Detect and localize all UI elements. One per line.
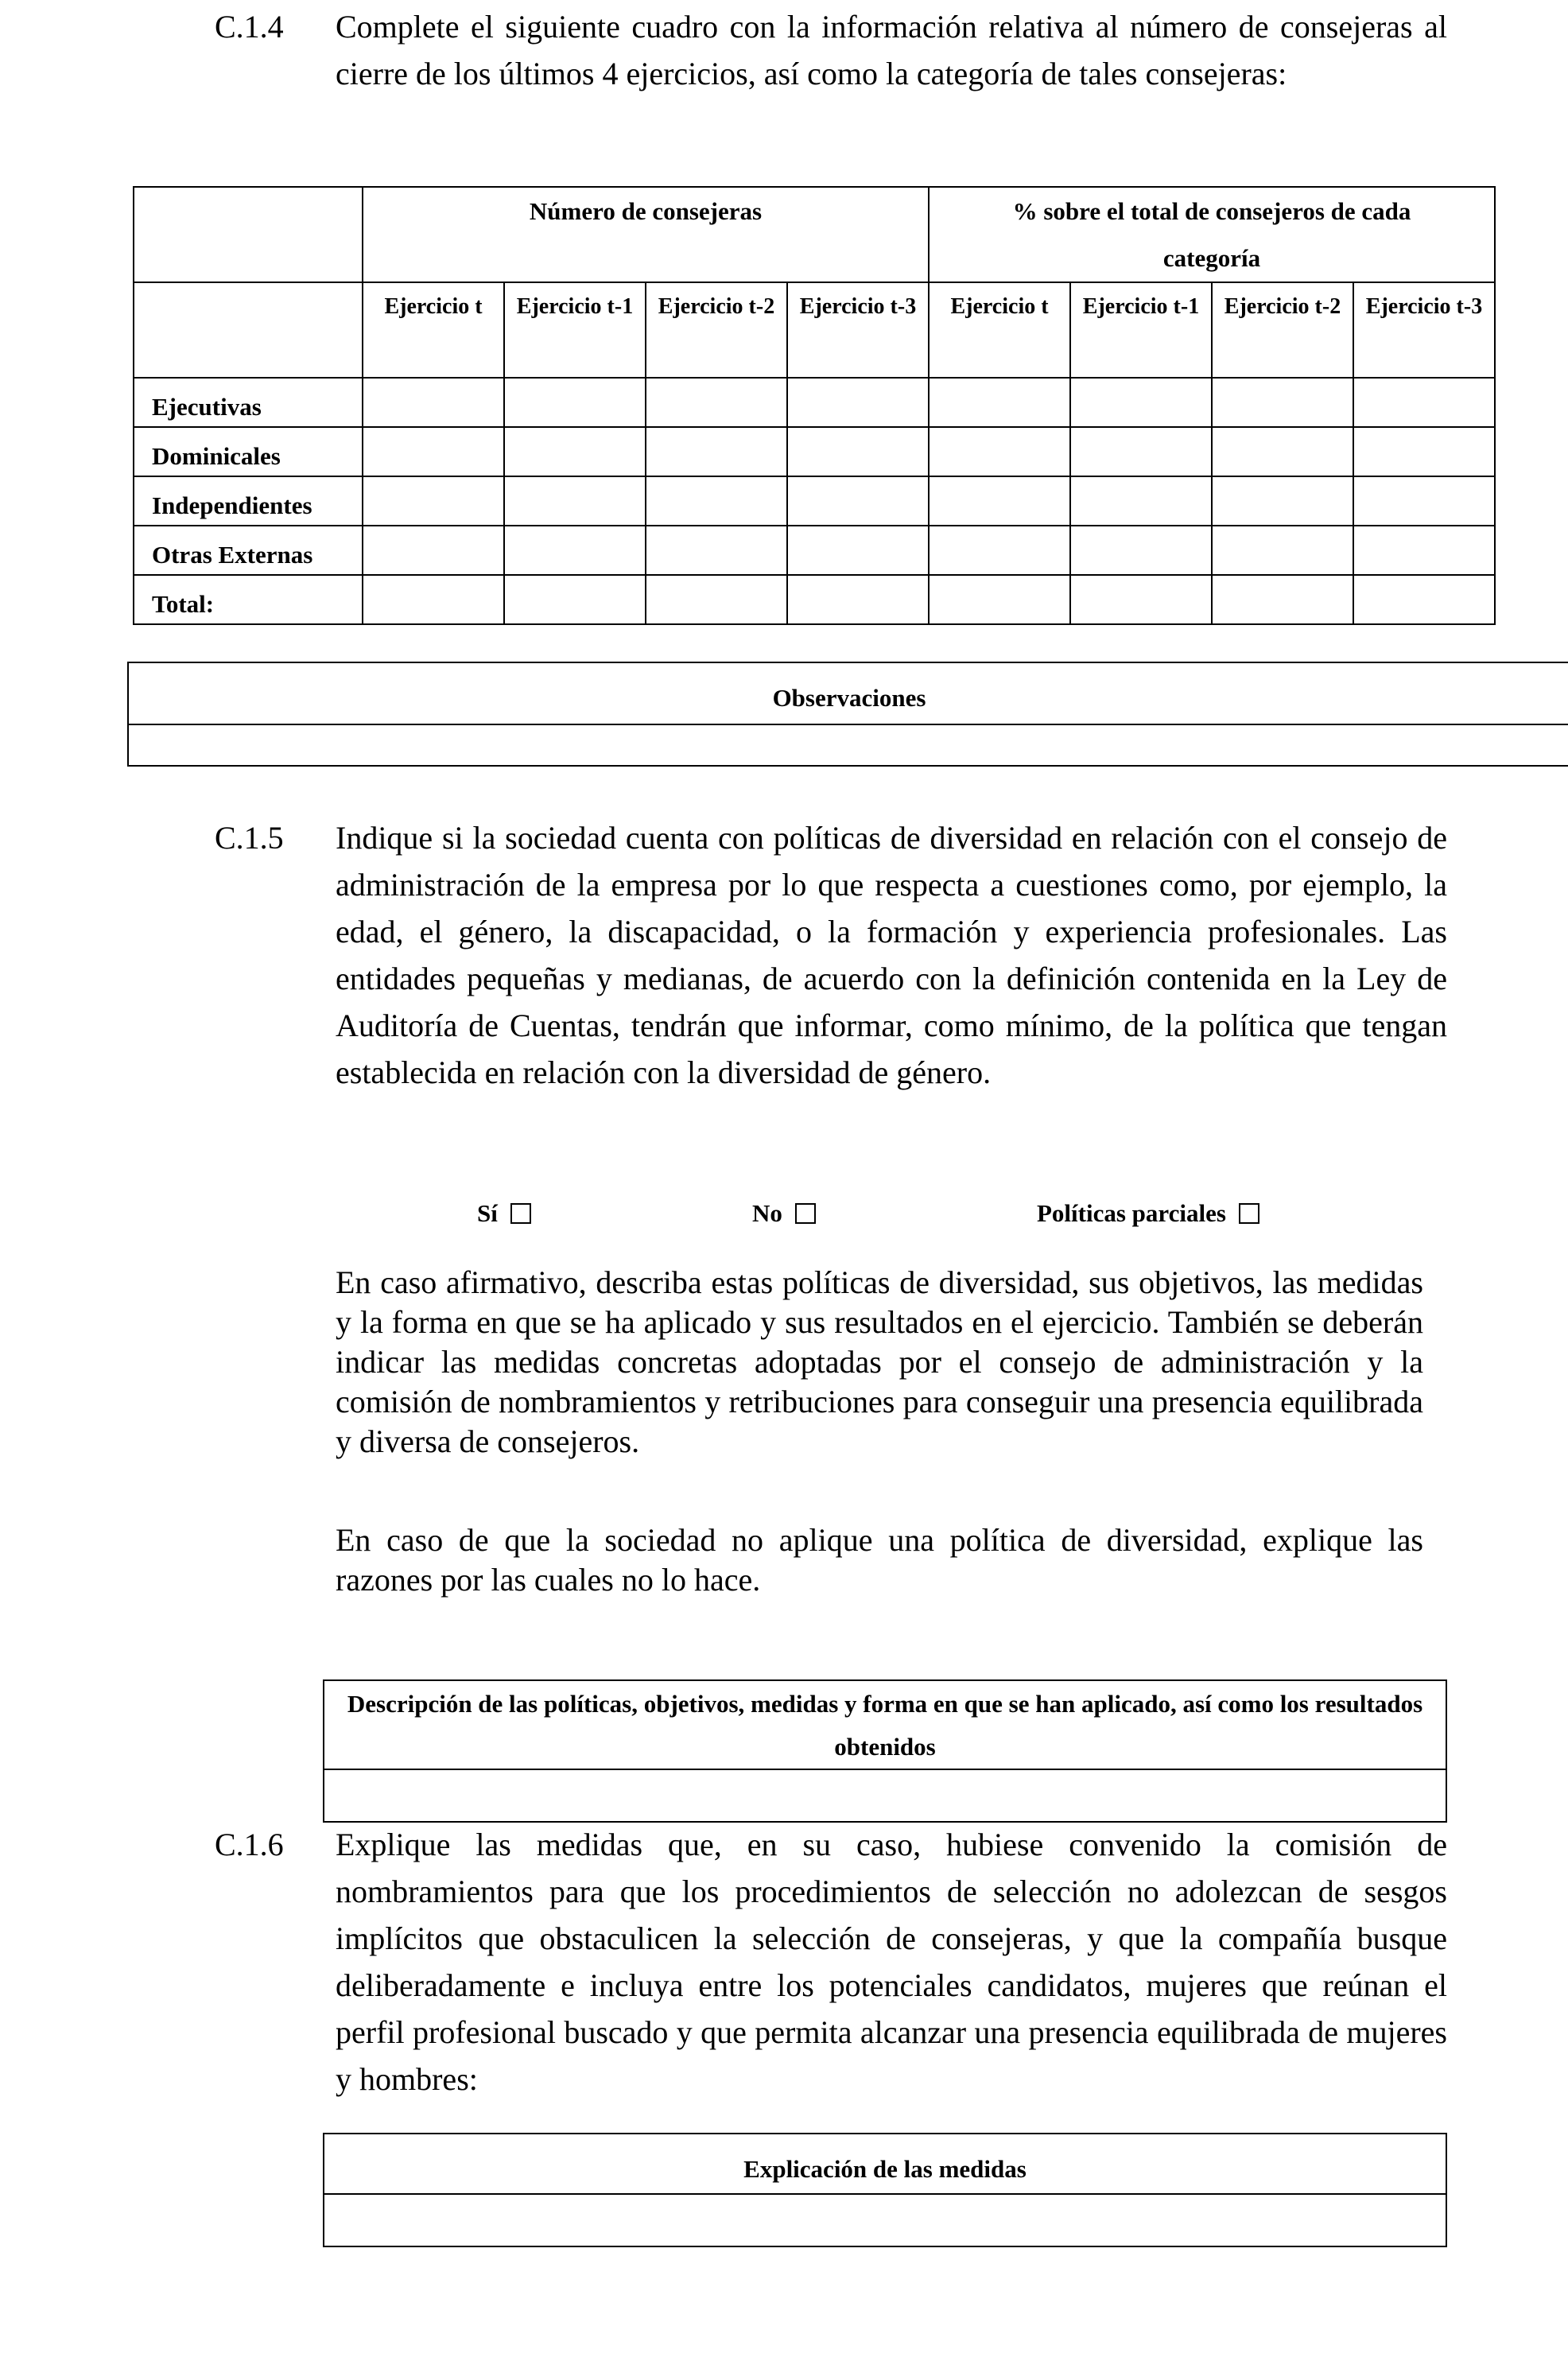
col-header: Ejercicio t-2 [1212,282,1353,378]
input-cell[interactable] [1212,476,1353,526]
row-label: Dominicales [134,427,363,476]
input-cell[interactable] [646,526,787,575]
section-number: C.1.5 [215,820,284,856]
input-cell[interactable] [646,378,787,427]
input-cell[interactable] [1353,575,1495,624]
input-cell[interactable] [1070,526,1212,575]
input-cell[interactable] [929,575,1070,624]
input-cell[interactable] [363,427,504,476]
section-number: C.1.4 [215,9,284,45]
explicacion-header: Explicación de las medidas [324,2134,1446,2195]
descripcion-field[interactable] [324,1770,1446,1819]
diversity-policy-options [0,1199,1568,1247]
input-cell[interactable] [1353,526,1495,575]
input-cell[interactable] [1353,476,1495,526]
col-header: Ejercicio t-1 [504,282,646,378]
input-cell[interactable] [646,476,787,526]
row-label: Total: [134,575,363,624]
paragraph-block [336,1263,1423,1462]
input-cell[interactable] [1353,378,1495,427]
input-cell[interactable] [1212,378,1353,427]
input-cell[interactable] [1353,427,1495,476]
row-label: Independientes [134,476,363,526]
row-label: Otras Externas [134,526,363,575]
section-c14 [215,3,1447,97]
input-cell[interactable] [646,575,787,624]
input-cell[interactable] [787,427,929,476]
observaciones-header: Observaciones [129,663,1568,725]
option-label: Políticas parciales [1037,1199,1226,1227]
input-cell[interactable] [504,427,646,476]
section-text: Indique si la sociedad cuenta con políticas de diversidad en relación con el consejo de administración de la empresa por lo que respecta a cuestiones como, por ejemplo, la edad, el género, la discapacidad, o la formación y experiencia profesionales. Las entidades pequeñas y medianas, de acuerdo con la definición contenida en la Ley de Auditoría de Cuentas, tendrán que informar, como mínimo, de la política que tengan establecida en relación con la diversidad de género. [336,820,1447,1090]
table-row [134,427,1495,476]
section-c16 [215,1821,1447,2103]
input-cell[interactable] [504,378,646,427]
checkbox-no[interactable] [795,1203,816,1224]
col-header: Ejercicio t [363,282,504,378]
input-cell[interactable] [929,378,1070,427]
option-label: No [752,1199,782,1227]
col-header: Ejercicio t-2 [646,282,787,378]
table-row [134,476,1495,526]
input-cell[interactable] [787,526,929,575]
input-cell[interactable] [504,526,646,575]
group-header-porcentaje: % sobre el total de consejeros de cada categoría [929,187,1495,282]
input-cell[interactable] [929,526,1070,575]
table-row [134,526,1495,575]
table-row [134,378,1495,427]
corner-cell [134,282,363,378]
explicacion-field[interactable] [324,2195,1446,2244]
input-cell[interactable] [363,575,504,624]
row-label: Ejecutivas [134,378,363,427]
paragraph-afirmativo: En caso afirmativo, describa estas políticas de diversidad, sus objetivos, las medidas y la forma en que se ha aplicado y sus resultados en el ejercicio. También se deberán indicar las medidas concretas adoptadas por el consejo de administración y la comisión de nombramientos y retribuciones para conseguir una presencia equilibrada y diversa de consejeros. [336,1264,1423,1459]
section-c15 [215,814,1447,1096]
input-cell[interactable] [1212,526,1353,575]
input-cell[interactable] [1212,427,1353,476]
option-no[interactable] [752,1199,816,1228]
input-cell[interactable] [929,476,1070,526]
group-header-numero: Número de consejeras [363,187,929,282]
paragraph-no-aplica: En caso de que la sociedad no aplique una política de diversidad, explique las razones por las cuales no lo hace. [336,1522,1423,1598]
input-cell[interactable] [1070,476,1212,526]
section-text: Explique las medidas que, en su caso, hubiese convenido la comisión de nombramientos para que los procedimientos de selección no adolezcan de sesgos implícitos que obstaculicen la selección de consejeras, y que la compañía busque deliberadamente e incluya entre los potenciales candidatos, mujeres que reúnan el perfil profesional buscado y que permita alcanzar una presencia equilibrada de mujeres y hombres: [336,1827,1447,2097]
table-row [134,575,1495,624]
input-cell[interactable] [504,575,646,624]
option-label: Sí [477,1199,498,1227]
input-cell[interactable] [1212,575,1353,624]
option-si[interactable] [477,1199,531,1228]
input-cell[interactable] [363,526,504,575]
observaciones-field[interactable] [129,725,1568,763]
col-header: Ejercicio t-1 [1070,282,1212,378]
input-cell[interactable] [787,575,929,624]
input-cell[interactable] [1070,575,1212,624]
checkbox-parciales[interactable] [1239,1203,1259,1224]
col-header: Ejercicio t [929,282,1070,378]
paragraph-block [336,1520,1423,1600]
col-header: Ejercicio t-3 [787,282,929,378]
corner-cell [134,187,363,282]
explicacion-box [323,2133,1447,2247]
input-cell[interactable] [1070,378,1212,427]
input-cell[interactable] [787,476,929,526]
input-cell[interactable] [363,476,504,526]
input-cell[interactable] [363,378,504,427]
observaciones-box [127,662,1568,767]
input-cell[interactable] [929,427,1070,476]
option-parciales[interactable] [1037,1199,1259,1228]
descripcion-box [323,1679,1447,1823]
section-number: C.1.6 [215,1827,284,1862]
checkbox-si[interactable] [510,1203,531,1224]
descripcion-header: Descripción de las políticas, objetivos, medidas y forma en que se han aplicado, así como los resultados obtenidos [324,1681,1446,1770]
input-cell[interactable] [646,427,787,476]
input-cell[interactable] [787,378,929,427]
section-text: Complete el siguiente cuadro con la información relativa al número de consejeras al cierre de los últimos 4 ejercicios, así como la categoría de tales consejeras: [336,9,1447,91]
counts-table [133,186,1496,625]
input-cell[interactable] [504,476,646,526]
input-cell[interactable] [1070,427,1212,476]
col-header: Ejercicio t-3 [1353,282,1495,378]
